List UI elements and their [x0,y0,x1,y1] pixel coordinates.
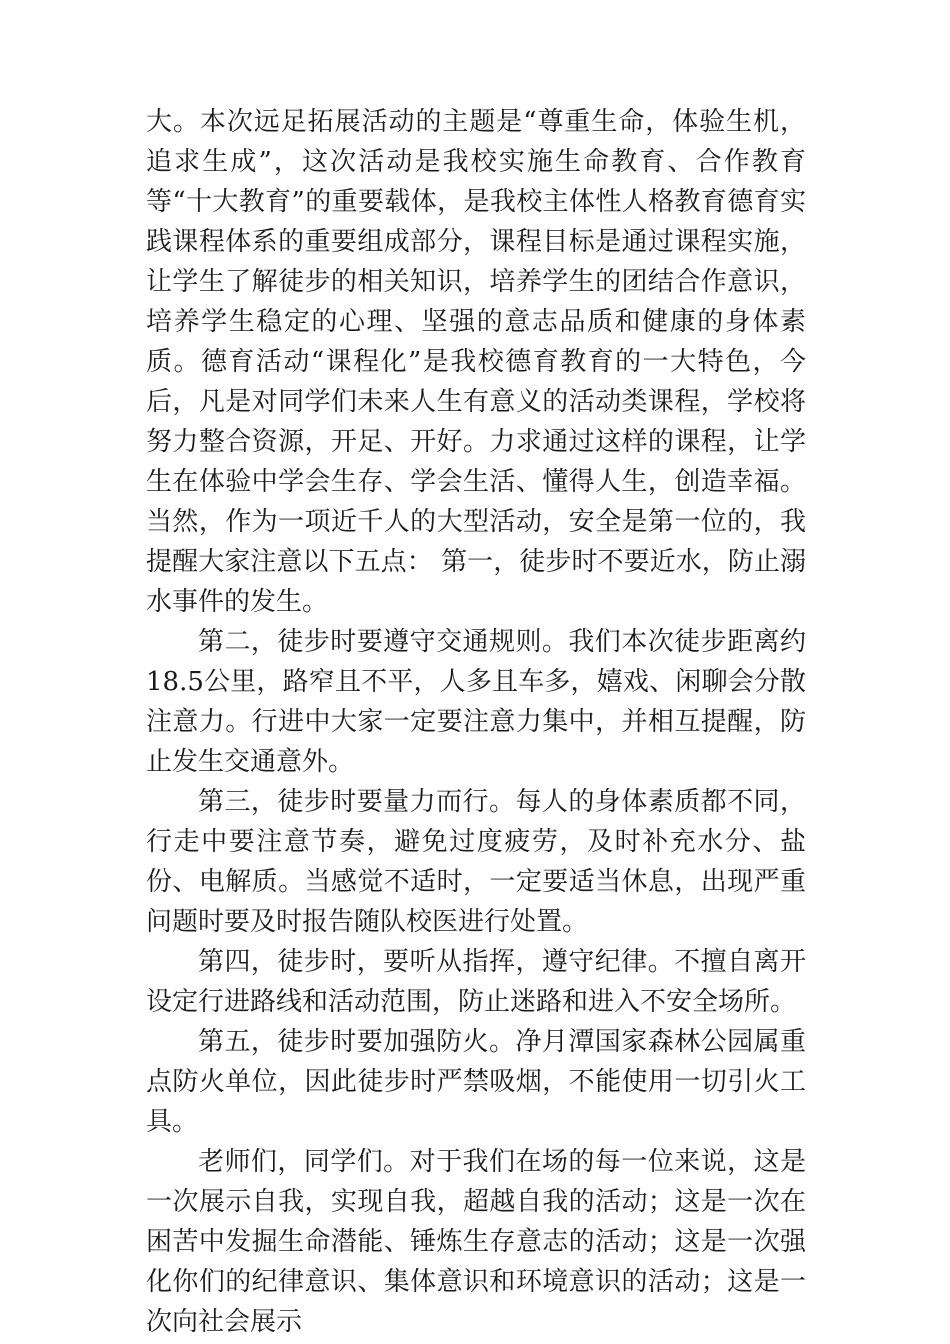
paragraph-point-three-pace: 第三，徒步时要量力而行。每人的身体素质都不同，行走中要注意节奏，避免过度疲劳，及时补充水分、盐份、电解质。当感觉不适时，一定要适当休息，出现严重问题时要及时报告随队校医进行处置。 [146,787,806,937]
paragraph-theme-and-safety-intro: 大。本次远足拓展活动的主题是“尊重生命，体验生机，追求生成”，这次活动是我校实施生命教育、合作教育等“十大教育”的重要载体，是我校主体性人格教育德育实践课程体系的重要组成部分，课程目标是通过课程实施，让学生了解徒步的相关知识，培养学生的团结合作意识，培养学生稳定的心理、坚强的意志品质和健康的身体素质。德育活动“课程化”是我校德育教育的一大特色，今后，凡是对同学们未来人生有意义的活动类课程，学校将努力整合资源，开足、开好。力求通过这样的课程，让学生在体验中学会生存、学会生活、懂得人生，创造幸福。 当然，作为一项近千人的大型活动，安全是第一位的，我提醒大家注意以下五点： 第一，徒步时不要近水，防止溺水事件的发生。 [146,107,806,617]
document-body [146,102,806,1342]
paragraph-point-four-discipline: 第四，徒步时，要听从指挥，遵守纪律。不擅自离开设定行进路线和活动范围，防止迷路和进入不安全场所。 [146,947,806,1017]
paragraph-closing-address: 老师们，同学们。对于我们在场的每一位来说，这是一次展示自我，实现自我，超越自我的活动；这是一次在困苦中发掘生命潜能、锤炼生存意志的活动；这是一次强化你们的纪律意识、集体意识和环境意识的活动；这是一次向社会展示 [146,1147,806,1337]
paragraph-point-five-fire: 第五，徒步时要加强防火。净月潭国家森林公园属重点防火单位，因此徒步时严禁吸烟，不能使用一切引火工具。 [146,1027,806,1137]
paragraph-point-two-traffic: 第二，徒步时要遵守交通规则。我们本次徒步距离约18.5公里，路窄且不平，人多且车多，嬉戏、闲聊会分散注意力。行进中大家一定要注意力集中，并相互提醒，防止发生交通意外。 [146,627,806,777]
